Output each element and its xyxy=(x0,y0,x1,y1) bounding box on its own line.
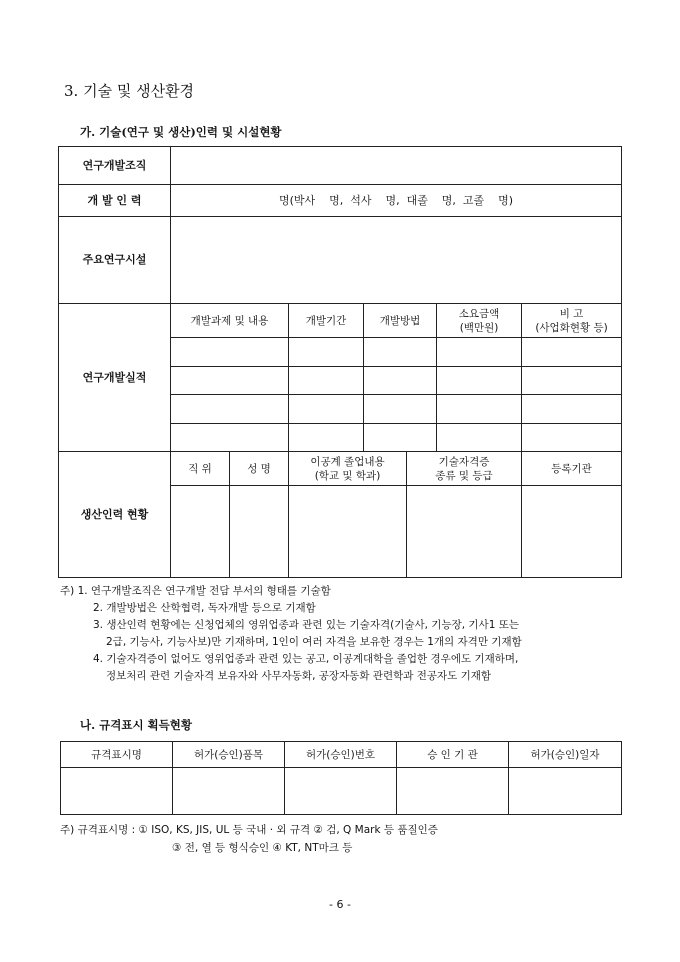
rnd-header-task: 개발과제 및 내용 xyxy=(171,304,289,338)
facilities-field[interactable] xyxy=(171,217,622,304)
rnd-header-period: 개발기간 xyxy=(289,304,364,338)
prod-header-registry: 등록기관 xyxy=(522,452,622,486)
cert-header-number: 허가(승인)번호 xyxy=(285,742,397,768)
rnd-org-field[interactable] xyxy=(171,147,622,185)
prod-staff-label: 생산인력 현황 xyxy=(59,452,171,578)
tech-staff-table xyxy=(58,146,622,578)
section-title: 3. 기술 및 생산환경 xyxy=(64,82,195,100)
certification-table xyxy=(60,741,622,815)
note-b-1: 주) 규격표시명 : ① ISO, KS, JIS, UL 등 국내 · 외 규격 ② 검, Q Mark 등 품질인증 xyxy=(60,824,438,836)
dev-staff-label: 개 발 인 력 xyxy=(59,185,171,217)
rnd-org-label: 연구개발조직 xyxy=(59,147,171,185)
rnd-header-method: 개발방법 xyxy=(364,304,437,338)
note-a-1: 주) 1. 연구개발조직은 연구개발 전담 부서의 형태를 기술함 xyxy=(60,585,331,597)
note-a-3-cont: 2급, 기능사, 기능사보)만 기재하며, 1인이 여러 자격을 보유한 경우는 1개의 자격만 기재함 xyxy=(106,636,522,648)
note-a-3: 3. 생산인력 현황에는 신청업체의 영위업종과 관련 있는 기술자격(기술사, 기능장, 기사1 또는 xyxy=(93,619,519,631)
cert-header-item: 허가(승인)품목 xyxy=(173,742,285,768)
note-a-4: 4. 기술자격증이 없어도 영위업종과 관련 있는 공고, 이공계대학을 졸업한 경우에도 기재하며, xyxy=(93,653,519,665)
prod-header-certificate: 기술자격증 종류 및 등급 xyxy=(407,452,522,486)
note-a-2: 2. 개발방법은 산학협력, 독자개발 등으로 기재함 xyxy=(93,602,316,614)
facilities-label: 주요연구시설 xyxy=(59,217,171,304)
rnd-header-remarks: 비 고 (사업화현황 등) xyxy=(522,304,622,338)
rnd-header-cost: 소요금액 (백만원) xyxy=(437,304,522,338)
cert-header-date: 허가(승인)일자 xyxy=(509,742,622,768)
prod-header-education: 이공계 졸업내용 (학교 및 학과) xyxy=(289,452,407,486)
cert-row xyxy=(61,768,622,815)
subsection-b-title: 나. 규격표시 획득현황 xyxy=(80,718,192,732)
note-a-4-cont: 정보처리 관련 기술자격 보유자와 사무자동화, 공장자동화 관련학과 전공자도 기재함 xyxy=(106,670,492,682)
page-number: - 6 - xyxy=(329,898,351,911)
prod-header-position: 직 위 xyxy=(171,452,230,486)
cert-header-name: 규격표시명 xyxy=(61,742,173,768)
note-b-2: ③ 전, 열 등 형식승인 ④ KT, NT마크 등 xyxy=(172,842,353,854)
rnd-results-label: 연구개발실적 xyxy=(59,304,171,452)
dev-staff-value[interactable]: 명(박사 명, 석사 명, 대졸 명, 고졸 명) xyxy=(171,185,622,217)
subsection-a-title: 가. 기술(연구 및 생산)인력 및 시설현황 xyxy=(80,125,282,139)
cert-header-authority: 승 인 기 관 xyxy=(397,742,509,768)
prod-header-name: 성 명 xyxy=(230,452,289,486)
